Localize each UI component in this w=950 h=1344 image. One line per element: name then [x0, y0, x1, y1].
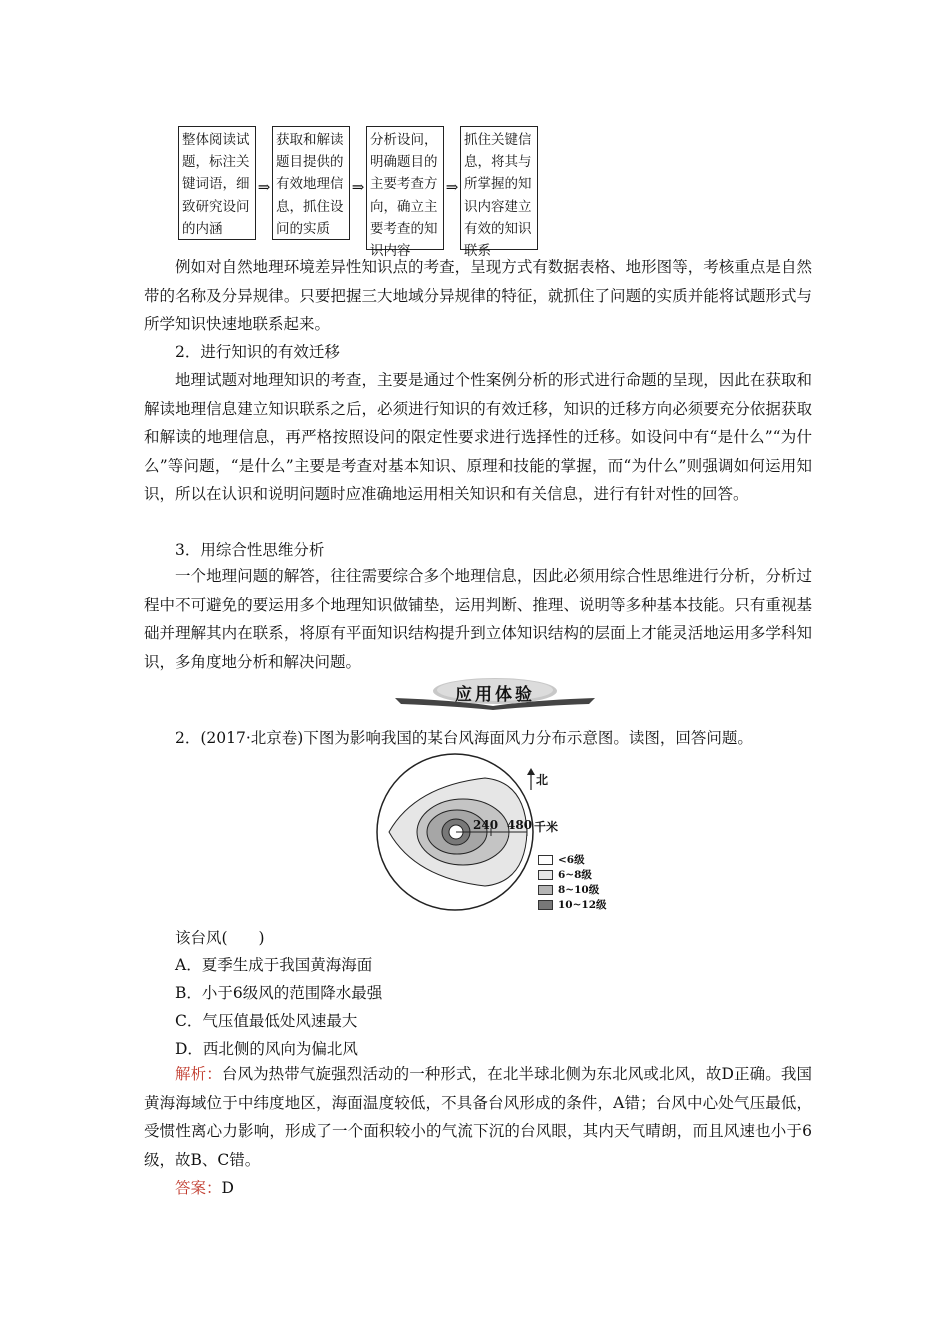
- north-label: 北: [536, 773, 549, 787]
- legend-swatch: [538, 885, 553, 895]
- analysis-block: [144, 1060, 812, 1174]
- legend-item: [538, 852, 607, 867]
- section-banner: [393, 676, 597, 710]
- question-stem: 2．(2017·北京卷)下图为影响我国的某台风海面风力分布示意图。读图，回答问题。: [175, 729, 753, 747]
- legend-item: [538, 897, 607, 912]
- paragraph-3: [144, 562, 812, 676]
- legend-label: 8~10级: [558, 884, 600, 896]
- option-c: C．气压值最低处风速最大: [175, 1012, 358, 1030]
- flow-box-2: 获取和解读 题目提供的 有效地理信 息，抓住设 问的实质: [272, 126, 350, 240]
- flow-box-1: 整体阅读试 题，标注关 键词语，细 致研究设问 的内涵: [178, 126, 256, 240]
- paragraph-3-text: 一个地理问题的解答，往往需要综合多个地理信息，因此必须用综合性思维进行分析，分析过程中不可避免的要运用多个地理知识做铺垫，运用判断、推理、说明等多种基本技能。只有重视基础并理解其内在联系，将原有平面知识结构提升到立体知识结构的层面上才能灵活地运用多学科知识，多角度地分析和解决问题。: [144, 567, 812, 671]
- heading-2: 2．进行知识的有效迁移: [175, 343, 340, 361]
- answer-label: 答案：: [175, 1179, 222, 1197]
- flowchart: [178, 126, 538, 260]
- flow-box-4: 抓住关键信 息，将其与 所掌握的知 识内容建立 有效的知识 联系: [460, 126, 538, 250]
- flow-box-3: 分析设问， 明确题目的 主要考查方 向，确立主 要考查的知 识内容: [366, 126, 444, 250]
- paragraph-2: [144, 366, 812, 509]
- legend-label: <6级: [558, 854, 585, 866]
- scale-480: 480: [507, 818, 533, 832]
- question-prompt: 该台风( ): [175, 929, 265, 947]
- answer-line: [175, 1176, 234, 1198]
- scale-240: 240: [473, 818, 499, 832]
- paragraph-1-text: 例如对自然地理环境差异性知识点的考查，呈现方式有数据表格、地形图等，考核重点是自然带的名称及分异规律。只要把握三大地域分异规律的特征，就抓住了问题的实质并能将试题形式与所学知识快速地联系起来。: [144, 258, 812, 334]
- analysis-text: 台风为热带气旋强烈活动的一种形式，在北半球北侧为东北风或北风，故D正确。我国黄海海域位于中纬度地区，海面温度较低，不具备台风形成的条件，A错；台风中心处气压最低，受惯性离心力影响，形成了一个面积较小的气流下沉的台风眼，其内天气晴朗，而且风速也小于6级，故B、C错。: [144, 1065, 812, 1169]
- paragraph-2-text: 地理试题对地理知识的考查，主要是通过个性案例分析的形式进行命题的呈现，因此在获取和解读地理信息建立知识联系之后，必须进行知识的有效迁移，知识的迁移方向必须要充分依据获取和解读的地理信息，再严格按照设问的限定性要求进行选择性的迁移。如设问中有“是什么”“为什么”等问题，“是什么”主要是考查对基本知识、原理和技能的掌握，而“为什么”则强调如何运用知识，所以在认识和说明问题时应准确地运用相关知识和有关信息，进行有针对性的回答。: [144, 371, 812, 504]
- flow-arrow-3: ⇒: [445, 178, 459, 196]
- legend-swatch: [538, 900, 553, 910]
- option-b: B．小于6级风的范围降水最强: [175, 984, 383, 1002]
- legend-item: [538, 882, 607, 897]
- flow-arrow-1: ⇒: [257, 178, 271, 196]
- option-a: A．夏季生成于我国黄海海面: [175, 956, 373, 974]
- map-legend: [538, 852, 607, 912]
- legend-label: 6~8级: [558, 869, 592, 881]
- typhoon-wind-map: [375, 752, 535, 912]
- banner-title: 应用体验: [455, 685, 535, 705]
- option-d: D．西北侧的风向为偏北风: [175, 1040, 358, 1058]
- legend-item: [538, 867, 607, 882]
- legend-label: 10~12级: [558, 899, 607, 911]
- legend-swatch: [538, 870, 553, 880]
- paragraph-1: [144, 253, 812, 339]
- heading-3: 3．用综合性思维分析: [175, 541, 325, 559]
- flow-arrow-2: ⇒: [351, 178, 365, 196]
- analysis-paragraph: [144, 1060, 812, 1174]
- legend-swatch: [538, 855, 553, 865]
- analysis-label: 解析：: [175, 1065, 222, 1083]
- scale-unit: 千米: [534, 820, 559, 834]
- answer-value: D: [221, 1179, 234, 1197]
